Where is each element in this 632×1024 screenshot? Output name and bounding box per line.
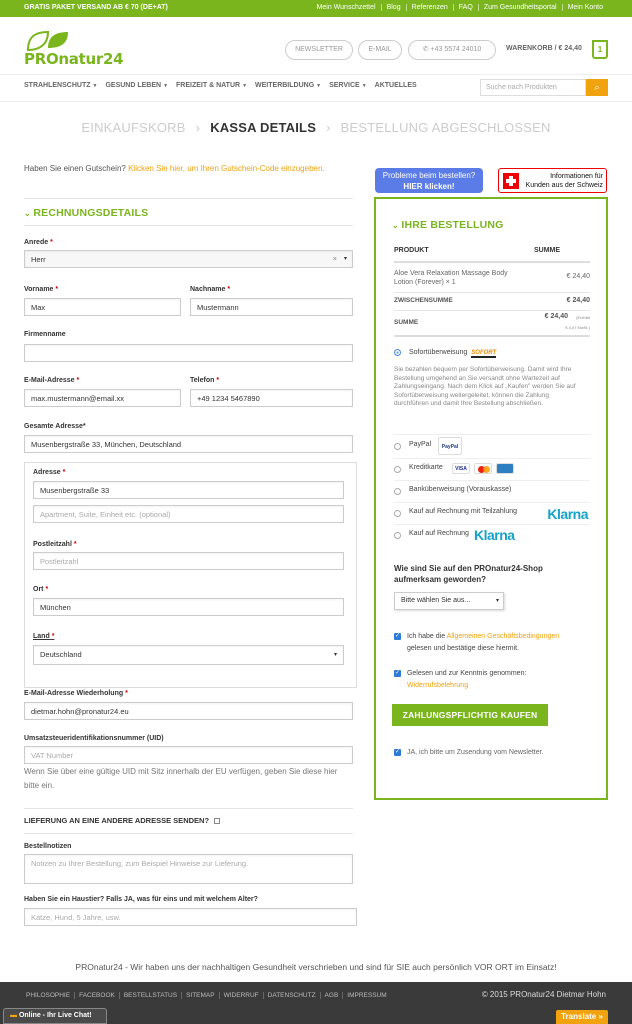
chevron-down-icon: ▼ (242, 83, 248, 89)
footer-link-philosophie[interactable]: PHILOSOPHIE (26, 992, 71, 999)
main-nav (24, 82, 417, 89)
pet-input[interactable]: Katze, Hund, 5 Jahre, usw. (24, 908, 357, 926)
email2-input[interactable]: dietmar.hohn@pronatur24.eu (24, 702, 353, 720)
coupon-notice (24, 164, 325, 173)
caret-down-icon: ▾ (343, 256, 347, 262)
email-input[interactable]: max.mustermann@email.xx (24, 389, 181, 407)
copyright: © 2015 PROnatur24 Dietmar Hohn (481, 990, 606, 999)
checkbox-icon (214, 818, 220, 824)
checkout-steps (0, 120, 632, 135)
nav-item-gesund-leben[interactable]: GESUND LEBEN ▼ (105, 82, 169, 89)
footer-tagline: PROnatur24 - Wir haben uns der nachhaltigen Gesundheit verschrieben und sind für SIE auch persönlich VOR ORT im Einsatz! (75, 962, 557, 972)
step-cart[interactable]: EINKAUFSKORB (81, 120, 186, 135)
vorname-label: Vorname * (24, 286, 59, 293)
widerruf-link[interactable]: Widerrufsbelehrung (407, 682, 469, 689)
total-row: SUMME € 24,40 (Enthält € 4,07 MwSt.) (394, 311, 590, 337)
footer-link-widerruf[interactable]: WIDERRUF (219, 992, 263, 999)
order-item (394, 265, 590, 293)
notes-label: Bestellnotizen (24, 843, 72, 850)
source-question: Wie sind Sie auf den PROnatur24-Shop aufmerksam geworden? (394, 564, 543, 584)
nav-item-aktuelles[interactable]: AKTUELLES (374, 82, 417, 89)
footer-link-datenschutz[interactable]: DATENSCHUTZ (263, 992, 320, 999)
payment-bank[interactable]: Banküberweisung (Vorauskasse) (394, 481, 590, 503)
visa-icon: VISA (452, 463, 470, 474)
gesamt-label: Gesamte Adresse* (24, 423, 86, 430)
chevron-right-icon: › (195, 120, 201, 135)
clear-icon: × (332, 254, 337, 263)
buy-button[interactable]: ZAHLUNGSPFLICHTIG KAUFEN (392, 704, 548, 726)
nachname-label: Nachname * (190, 286, 231, 293)
cart-icon[interactable]: 1 (592, 40, 608, 59)
payment-sofort[interactable]: Sofortüberweisung SOFORT Sie bezahlen bequem per Sofortüberweisung. Damit wird Ihre Bestellung umgehend an Sie versandt ohne Wartezeit auf Zahlungseingang. Nach dem Klick auf „Kaufen" werden Sie auf Sofortüberweisung weitergeleitet, können die Zahlung durchführen und damit Ihre Bestellung abschließen. (394, 349, 590, 435)
newsletter-button[interactable]: NEWSLETTER (285, 40, 353, 60)
ort-label: Ort * (33, 586, 49, 593)
email-button[interactable]: E-MAIL (358, 40, 402, 60)
checkbox-checked-icon[interactable]: ✓ (394, 669, 401, 676)
footer-link-facebook[interactable]: FACEBOOK (74, 992, 119, 999)
caret-down-icon: ▾ (333, 652, 337, 658)
footer-links (22, 992, 391, 999)
divider (24, 833, 353, 834)
vorname-input[interactable]: Max (24, 298, 181, 316)
anrede-label: Anrede * (24, 239, 53, 246)
telefon-input[interactable]: +49 1234 5467890 (190, 389, 353, 407)
swiss-info-button[interactable]: Informationen für Kunden aus der Schweiz (498, 168, 607, 193)
notes-textarea[interactable]: Notizen zu Ihrer Bestellung, zum Beispiel Hinweise zur Lieferung. (24, 854, 353, 884)
search-icon[interactable]: ⌕ (586, 79, 608, 96)
cart-label[interactable]: WARENKORB / € 24,40 (506, 45, 582, 52)
newsletter-checkbox[interactable]: ✓ JA, ich bitte um Zusendung vom Newsletter. (394, 749, 544, 757)
chevron-down-icon: ▼ (92, 83, 98, 89)
paypal-logo: PayPal (438, 437, 462, 455)
full-address-input[interactable]: Musenbergstraße 33, München, Deutschland (24, 435, 353, 453)
payment-creditcard[interactable]: Kreditkarte VISA (394, 459, 590, 481)
wishlist-link[interactable]: Mein Wunschzettel (316, 4, 376, 11)
chat-icon: ▬ (10, 1012, 19, 1019)
email2-label: E-Mail-Adresse Wiederholung * (24, 690, 128, 697)
logo-text: PROnatur24 (24, 50, 124, 68)
divider (24, 198, 353, 199)
email-label: E-Mail-Adresse * (24, 377, 80, 384)
account-link[interactable]: Mein Konto (562, 4, 608, 11)
anrede-select[interactable]: Herr × ▾ (24, 250, 353, 268)
plz-input[interactable]: Postleitzahl (33, 552, 344, 570)
chevron-right-icon: › (326, 120, 331, 135)
footer-link-impressum[interactable]: IMPRESSUM (342, 992, 390, 999)
chevron-down-icon: ⌄ (24, 209, 34, 218)
credit-card-icons (452, 463, 518, 474)
chevron-down-icon: ▼ (361, 83, 367, 89)
divider (24, 225, 353, 226)
faq-link[interactable]: FAQ (453, 4, 478, 11)
caret-down-icon: ▾ (495, 598, 499, 604)
klarna-logo: Klarna (547, 506, 588, 522)
payment-klarna[interactable]: Kauf auf Rechnung Klarna (394, 525, 590, 547)
chevron-down-icon: ▼ (163, 83, 169, 89)
widerruf-checkbox[interactable]: ✓ Gelesen und zur Kenntnis genommen: Widerrufsbelehrung (394, 669, 527, 689)
uid-label: Umsatzsteueridentifikationsnummer (UID) (24, 735, 164, 742)
agb-link[interactable]: Allgemeinen Geschäftsbedingungen (446, 633, 560, 640)
footer-link-bestellstatus[interactable]: BESTELLSTATUS (119, 992, 181, 999)
radio-selected[interactable] (394, 349, 401, 356)
phone-number: +43 5574 24010 (430, 46, 482, 53)
chevron-down-icon: ⌄ (392, 221, 402, 230)
plz-label: Postleitzahl * (33, 541, 77, 548)
order-header: PRODUKT SUMME (394, 243, 590, 263)
land-label: Land * (33, 633, 55, 640)
product-name: Aloe Vera Relaxation Massage Body Lotion (Forever) × 1 (394, 270, 508, 286)
live-chat-button[interactable]: ▬ Online - Ihr Live Chat! (3, 1008, 107, 1024)
nav-item-weiterbildung[interactable]: WEITERBILDUNG ▼ (255, 82, 322, 89)
leaf-logo-icon (26, 30, 70, 52)
ort-input[interactable]: München (33, 598, 344, 616)
firma-label: Firmenname (24, 331, 66, 338)
swiss-flag-icon (503, 173, 519, 189)
divider (0, 74, 632, 75)
payment-paypal[interactable]: PayPal PayPal (394, 435, 590, 459)
nav-item-strahlenschutz[interactable]: STRAHLENSCHUTZ ▼ (24, 82, 98, 89)
product-price: € 24,40 (566, 273, 590, 280)
top-links (312, 4, 608, 11)
mastercard-icon (474, 463, 492, 474)
subtotal-row: ZWISCHENSUMME € 24,40 (394, 293, 590, 311)
problem-button[interactable]: Probleme beim bestellen? HIER klicken! (375, 168, 483, 193)
sofort-logo: SOFORT (471, 350, 497, 357)
nav-item-service[interactable]: SERVICE ▼ (329, 82, 367, 89)
search-input[interactable]: Suche nach Produkten (480, 79, 586, 96)
firma-input[interactable] (24, 344, 353, 362)
phone-button[interactable] (408, 40, 496, 60)
source-select[interactable]: Bitte wählen Sie aus... ▾ (394, 592, 504, 610)
step-done: BESTELLUNG ABGESCHLOSSEN (340, 120, 551, 135)
footer-link-agb[interactable]: AGB (320, 992, 343, 999)
billing-title: ⌄ RECHNUNGSDETAILS (24, 207, 149, 219)
divider (0, 101, 632, 102)
references-link[interactable]: Referenzen (406, 4, 453, 11)
footer-link-sitemap[interactable]: SITEMAP (181, 992, 219, 999)
nachname-input[interactable]: Mustermann (190, 298, 353, 316)
health-portal-link[interactable]: Zum Gesundheitsportal (478, 4, 562, 11)
adresse-input[interactable]: Musenbergstraße 33 (33, 481, 344, 499)
uid-input[interactable]: VAT Number (24, 746, 353, 764)
order-title: ⌄ IHRE BESTELLUNG (392, 219, 504, 231)
adresse2-input[interactable]: Apartment, Suite, Einheit etc. (optional) (33, 505, 344, 523)
telefon-label: Telefon * (190, 377, 220, 384)
top-bar (0, 0, 632, 17)
pet-label: Haben Sie ein Haustier? Falls JA, was für eins und mit welchem Alter? (24, 896, 258, 903)
shipping-notice: GRATIS PAKET VERSAND AB € 70 (DE+AT) (24, 4, 168, 11)
ship-other-label[interactable]: LIEFERUNG AN EINE ANDERE ADRESSE SENDEN? (24, 816, 220, 825)
step-checkout: KASSA DETAILS (210, 120, 317, 135)
amex-icon (496, 463, 514, 474)
payment-klarna-rate[interactable]: Kauf auf Rechnung mit Teilzahlung Klarna (394, 503, 590, 525)
uid-help: Wenn Sie über eine gültige UID mit Sitz innerhalb der EU verfügen, geben Sie diese hier bitte ein. (24, 767, 338, 790)
nav-item-freizeit[interactable]: FREIZEIT & NATUR ▼ (176, 82, 248, 89)
checkbox-checked-icon[interactable]: ✓ (394, 632, 401, 639)
coupon-text: Haben Sie einen Gutschein? (24, 164, 126, 173)
checkbox-checked-icon[interactable]: ✓ (394, 749, 401, 755)
divider (24, 808, 353, 809)
klarna-logo: Klarna (474, 527, 515, 543)
blog-link[interactable]: Blog (381, 4, 406, 11)
logo[interactable] (24, 30, 124, 66)
translate-button[interactable]: Translate » (556, 1010, 608, 1024)
adresse-label: Adresse * (33, 469, 66, 476)
phone-icon: ✆ (422, 46, 431, 53)
agb-checkbox[interactable]: ✓ Ich habe die Allgemeinen Geschäftsbedingungen gelesen und bestätige diese hiermit. (394, 632, 560, 652)
chevron-down-icon: ▼ (316, 83, 322, 89)
land-select[interactable]: Deutschland ▾ (33, 645, 344, 665)
coupon-link[interactable]: Klicken Sie hier, um Ihren Gutschein-Code einzugeben. (128, 164, 325, 173)
